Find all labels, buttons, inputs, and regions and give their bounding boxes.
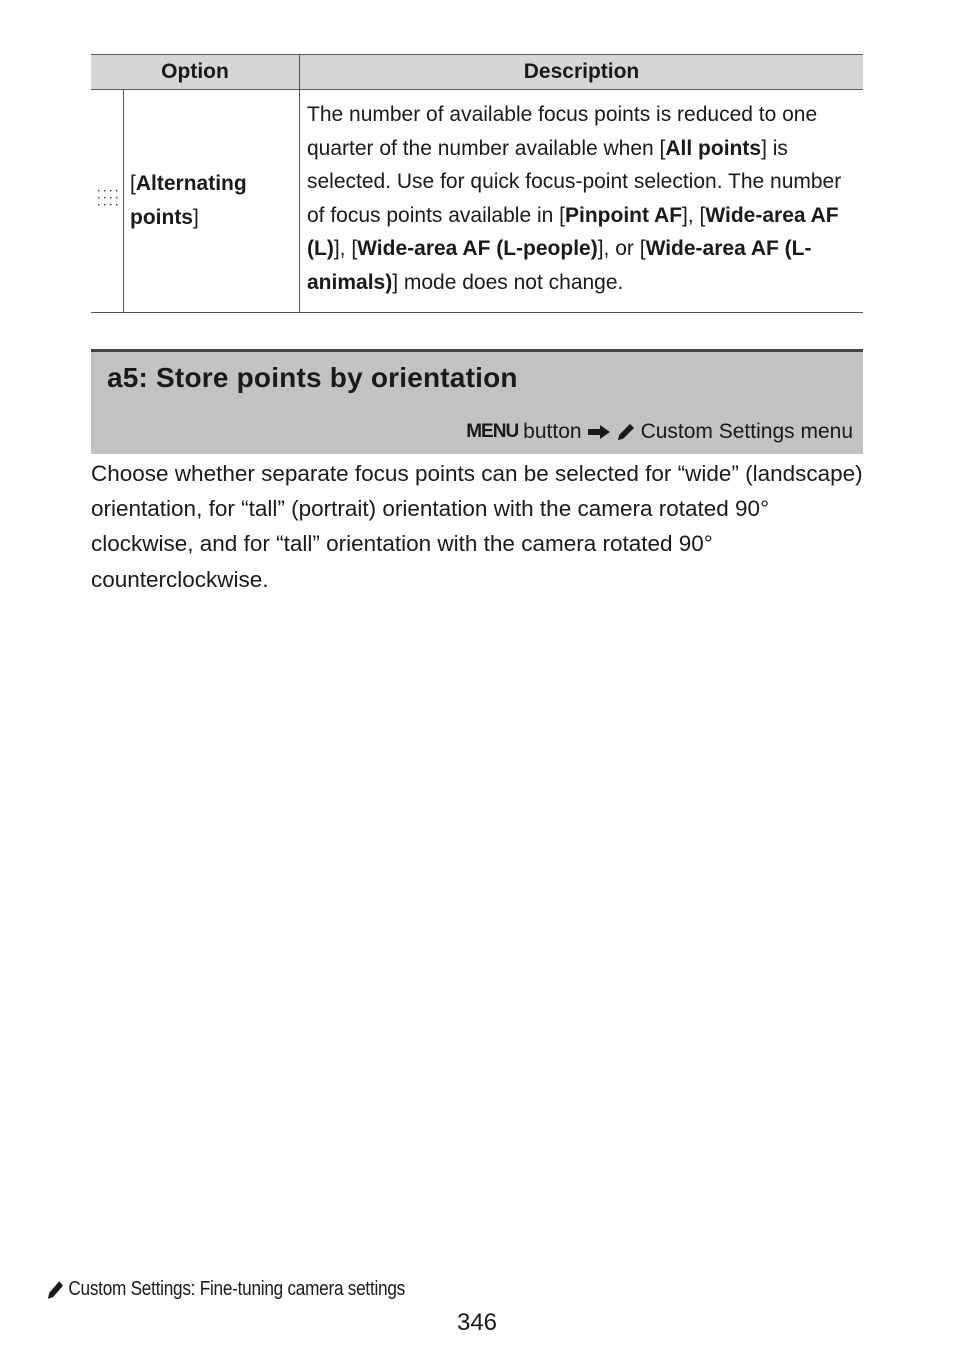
page-number: 346: [456, 1309, 498, 1336]
grid-dots-icon: [96, 188, 118, 208]
option-description: The number of available focus points is reduced to one quarter of the number available when [All points] is selected. Use for quick focus-point selection. The number of focus points available in [Pinpoint AF], [Wide-area AF (L)], [Wide-area AF (L-people)], or [Wide-area AF (L-animals)] mode does not change.: [300, 90, 864, 313]
pencil-icon: [46, 1279, 65, 1301]
right-arrow-icon: [587, 424, 611, 440]
options-table: [91, 54, 863, 313]
table-row: [91, 90, 863, 313]
description-header: Description: [300, 55, 864, 90]
menu-name: Custom Settings menu: [640, 420, 853, 443]
option-name: [Alternating points]: [124, 90, 300, 313]
option-icon-cell: [91, 90, 124, 313]
menu-path-text: button: [523, 420, 582, 443]
section-title: a5: Store points by orientation: [107, 362, 518, 393]
pencil-icon: [616, 422, 636, 442]
option-header: Option: [91, 55, 300, 90]
body-paragraph: Choose whether separate focus points can be selected for “wide” (landscape) orientation, for “tall” (portrait) orientation with the camera rotated 90° clockwise, and for “tall” orientation with the camera rotated 90° counterclockwise.: [91, 461, 863, 592]
section-banner: [91, 349, 863, 454]
option-name-bold: Alternating points: [130, 171, 247, 229]
footer-text: Custom Settings: Fine-tuning camera settings: [68, 1278, 405, 1300]
table-header-row: [91, 55, 863, 90]
menu-path: [466, 420, 853, 444]
menu-key-label: MENU: [466, 421, 519, 442]
footer-section: [46, 1278, 405, 1301]
